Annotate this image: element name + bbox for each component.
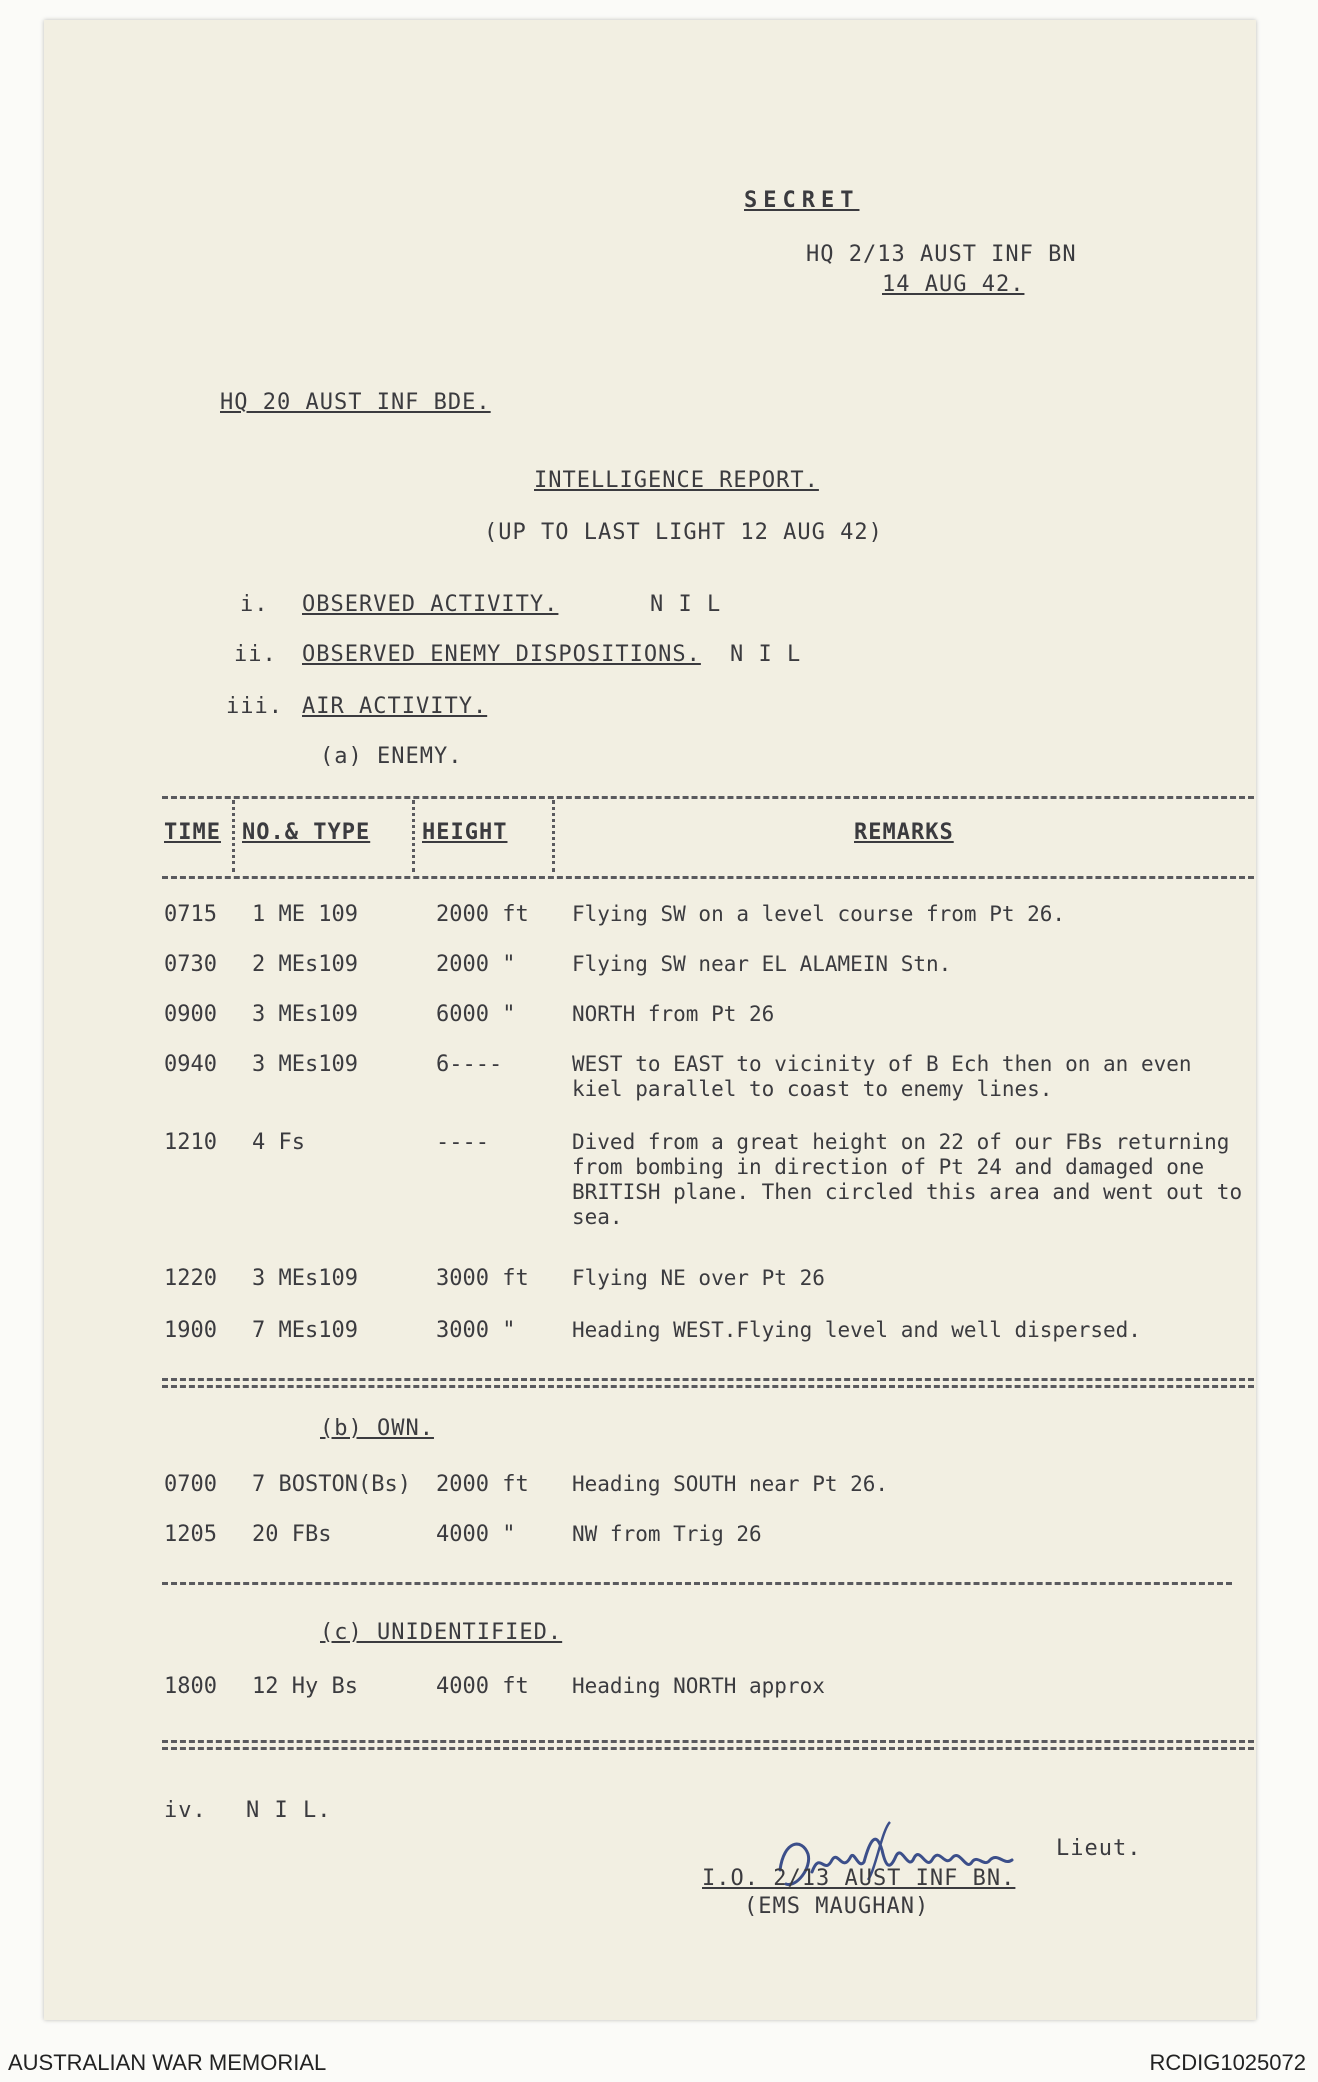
- cell-height: 2000 ft: [436, 902, 529, 927]
- cell-time: 0700: [164, 1472, 217, 1497]
- table-header-rule: [162, 876, 1254, 879]
- cell-type: 2 MEs109: [252, 952, 358, 977]
- cell-remarks: Heading NORTH approx: [572, 1674, 825, 1698]
- addressee: HQ 20 AUST INF BDE.: [220, 390, 491, 415]
- cell-remarks: WEST to EAST to vicinity of B Ech then on an even kiel parallel to coast to enemy lines.: [572, 1052, 1192, 1101]
- section-1-label: OBSERVED ACTIVITY.: [302, 592, 559, 617]
- own-subheading: (b) OWN.: [320, 1416, 434, 1441]
- section-divider: [162, 1740, 1254, 1750]
- cell-remarks: Flying SW near EL ALAMEIN Stn.: [572, 952, 952, 976]
- section-4-value: N I L.: [246, 1798, 332, 1823]
- cell-height: 3000 ft: [436, 1266, 529, 1291]
- table-top-rule: [162, 796, 1254, 799]
- archive-footer: [0, 2042, 1318, 2082]
- cell-type: 20 FBs: [252, 1522, 332, 1547]
- cell-time: 1900: [164, 1318, 217, 1343]
- section-1-number: i.: [240, 592, 269, 617]
- section-3-label: AIR ACTIVITY.: [302, 694, 488, 719]
- cell-height: ----: [436, 1130, 489, 1155]
- cell-remarks: Heading WEST.Flying level and well dispersed.: [572, 1318, 1141, 1342]
- cell-remarks: Flying SW on a level course from Pt 26.: [572, 902, 1066, 926]
- report-date: 14 AUG 42.: [882, 272, 1025, 297]
- col-header-type: NO.& TYPE: [242, 820, 371, 845]
- section-1-value: N I L: [650, 592, 722, 617]
- cell-time: 0900: [164, 1002, 217, 1027]
- cell-type: 4 Fs: [252, 1130, 305, 1155]
- cell-time: 1205: [164, 1522, 217, 1547]
- col-separator: [552, 800, 555, 872]
- cell-type: 3 MEs109: [252, 1266, 358, 1291]
- col-header-remarks: REMARKS: [854, 820, 954, 845]
- cell-type: 7 MEs109: [252, 1318, 358, 1343]
- cell-remarks: Heading SOUTH near Pt 26.: [572, 1472, 889, 1496]
- cell-time: 1800: [164, 1674, 217, 1699]
- section-2-value: N I L: [730, 642, 802, 667]
- section-3-number: iii.: [226, 694, 283, 719]
- col-separator: [412, 800, 415, 872]
- cell-type: 1 ME 109: [252, 902, 358, 927]
- cell-time: 1210: [164, 1130, 217, 1155]
- report-title: INTELLIGENCE REPORT.: [534, 468, 819, 493]
- enemy-subheading: (a) ENEMY.: [320, 744, 463, 769]
- col-header-height: HEIGHT: [422, 820, 508, 845]
- from-unit: HQ 2/13 AUST INF BN: [806, 242, 1077, 267]
- cell-remarks: NORTH from Pt 26: [572, 1002, 775, 1026]
- cell-remarks: Flying NE over Pt 26: [572, 1266, 825, 1290]
- cell-type: 12 Hy Bs: [252, 1674, 358, 1699]
- cell-remarks: NW from Trig 26: [572, 1522, 762, 1546]
- archive-name: AUSTRALIAN WAR MEMORIAL: [8, 2050, 327, 2075]
- section-divider: [162, 1582, 1232, 1585]
- report-subtitle: (UP TO LAST LIGHT 12 AUG 42): [484, 520, 883, 545]
- cell-type: 7 BOSTON(Bs): [252, 1472, 411, 1497]
- section-divider: [162, 1378, 1254, 1388]
- cell-height: 2000 ft: [436, 1472, 529, 1497]
- section-2-label: OBSERVED ENEMY DISPOSITIONS.: [302, 642, 701, 667]
- cell-height: 4000 ": [436, 1522, 516, 1547]
- cell-type: 3 MEs109: [252, 1002, 358, 1027]
- cell-remarks: Dived from a great height on 22 of our FBs returning from bombing in direction of Pt 24 and damaged one BRITISH plane. Then circled this area and went out to sea.: [572, 1130, 1243, 1229]
- cell-type: 3 MEs109: [252, 1052, 358, 1077]
- col-header-time: TIME: [164, 820, 221, 845]
- cell-time: 0940: [164, 1052, 217, 1077]
- signature-rank: Lieut.: [1056, 1836, 1142, 1861]
- col-separator: [232, 800, 235, 872]
- section-4-number: iv.: [164, 1798, 207, 1823]
- cell-height: 6000 ": [436, 1002, 516, 1027]
- cell-time: 0715: [164, 902, 217, 927]
- signature-name: (EMS MAUGHAN): [744, 1894, 930, 1919]
- document-page: [44, 20, 1256, 2020]
- classification: SECRET: [744, 188, 860, 213]
- section-2-number: ii.: [234, 642, 277, 667]
- cell-height: 2000 ": [436, 952, 516, 977]
- cell-time: 0730: [164, 952, 217, 977]
- cell-height: 3000 ": [436, 1318, 516, 1343]
- cell-height: 6----: [436, 1052, 503, 1077]
- unidentified-subheading: (c) UNIDENTIFIED.: [320, 1620, 563, 1645]
- signature-appointment: I.O. 2/13 AUST INF BN.: [702, 1866, 1016, 1891]
- cell-time: 1220: [164, 1266, 217, 1291]
- cell-height: 4000 ft: [436, 1674, 529, 1699]
- archive-reference: RCDIG1025072: [1149, 2050, 1306, 2075]
